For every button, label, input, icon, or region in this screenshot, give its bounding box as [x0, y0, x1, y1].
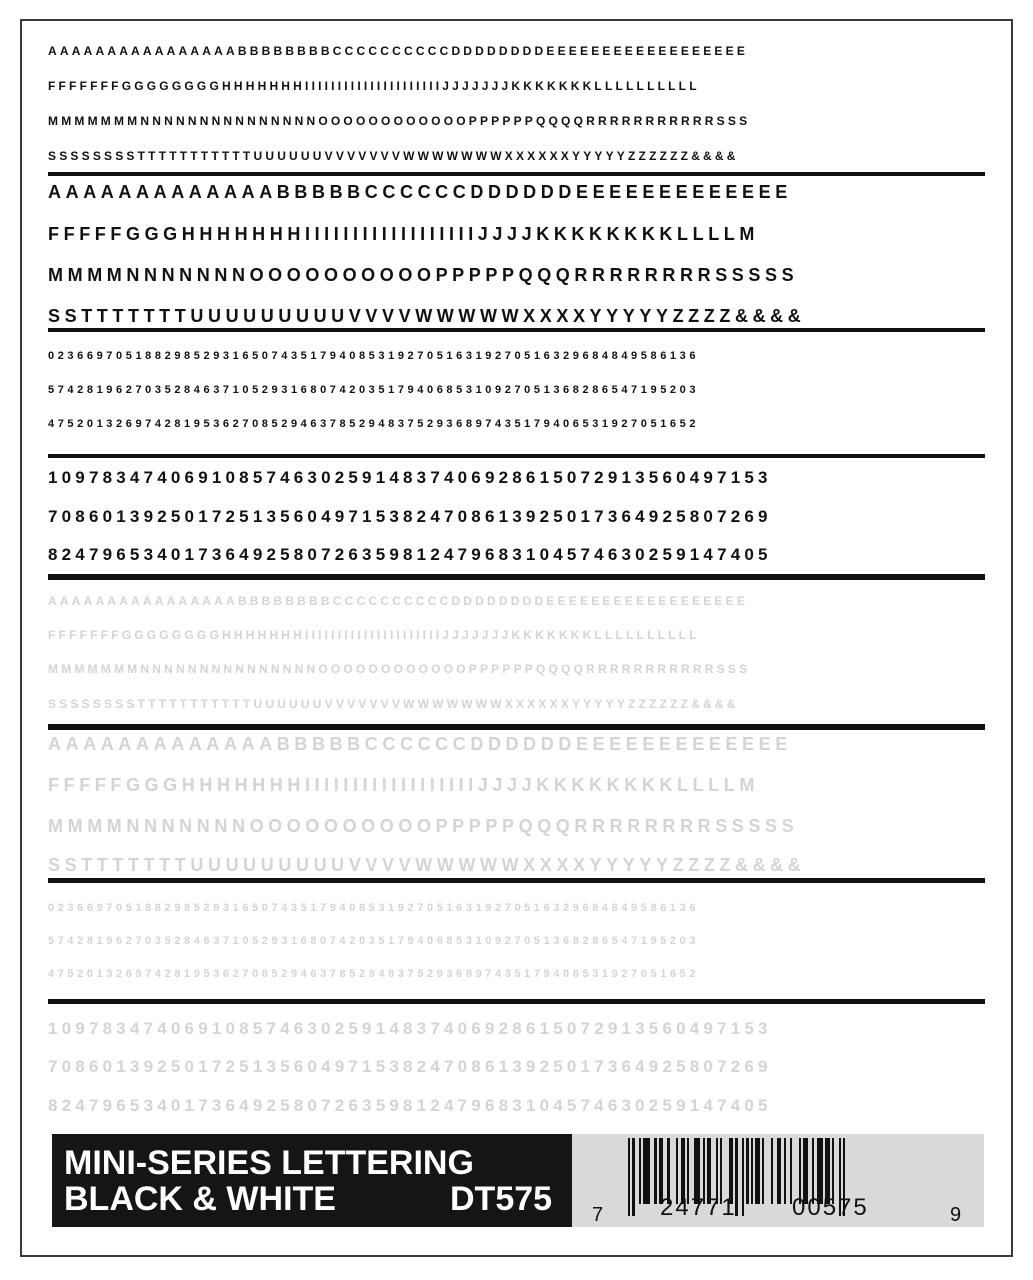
product-code: DT575	[450, 1180, 553, 1218]
divider-rule	[48, 172, 985, 176]
white-small-letters-row-3: MMMMMMMNNNNNNNNNNNNNNNOOOOOOOOOOOOPPPPPPQQQQRRRRRRRRRRRSSS	[48, 662, 751, 676]
white-large-numbers-row-3: 82479653401736492580726359812479683104574630259147405	[48, 1096, 772, 1115]
barcode-digit-right: 9	[950, 1204, 962, 1226]
white-large-letters-row-4: SSTTTTTTTUUUUUUUUUVVVVWWWWWXXXXYYYYYZZZZ&&&&	[48, 855, 806, 875]
black-small-numbers-row-1: 0236697051882985293165074351794085319270516319270516329684849586136	[48, 350, 700, 362]
barcode-digit-left: 7	[592, 1204, 604, 1226]
barcode-group-2: 00575	[792, 1194, 869, 1221]
black-small-numbers-row-2: 5742819627035284637105293168074203517940685310927051368286547195203	[48, 384, 700, 396]
divider-rule	[48, 328, 985, 332]
white-small-letters-row-2: FFFFFFFGGGGGGGGHHHHHHHIIIIIIIIIIIIIIIIIIIIIJJJJJJJKKKKKKKLLLLLLLLLL	[48, 628, 700, 642]
product-title-line-2: BLACK & WHITE	[64, 1180, 336, 1218]
divider-rule	[48, 724, 985, 730]
white-small-numbers-row-2: 5742819627035284637105293168074203517940685310927051368286547195203	[48, 935, 700, 947]
divider-rule	[48, 878, 985, 883]
white-large-letters-row-3: MMMMNNNNNNNOOOOOOOOOOPPPPPQQQRRRRRRRRSSSSS	[48, 816, 799, 836]
black-large-letters-row-1: AAAAAAAAAAAAABBBBBCCCCCCDDDDDDEEEEEEEEEEEEE	[48, 182, 792, 202]
barcode-bar	[764, 1138, 771, 1204]
black-large-numbers-row-3: 82479653401736492580726359812479683104574630259147405	[48, 545, 772, 564]
divider-rule	[48, 999, 985, 1004]
black-small-letters-row-2: FFFFFFFGGGGGGGGHHHHHHHIIIIIIIIIIIIIIIIIIIIIJJJJJJJKKKKKKKLLLLLLLLLL	[48, 79, 700, 93]
black-small-letters-row-4: SSSSSSSSTTTTTTTTTTTUUUUUUVVVVVVVWWWWWWWXXXXXXYYYYYZZZZZZ&&&&	[48, 149, 739, 163]
white-small-letters-row-4: SSSSSSSSTTTTTTTTTTTUUUUUUVVVVVVVWWWWWWWXXXXXXYYYYYZZZZZZ&&&&	[48, 697, 739, 711]
black-large-numbers-row-2: 70860139250172513560497153824708613925017364925807269	[48, 507, 772, 526]
white-large-numbers-row-2: 70860139250172513560497153824708613925017364925807269	[48, 1057, 772, 1076]
black-large-letters-row-3: MMMMNNNNNNNOOOOOOOOOOPPPPPQQQRRRRRRRRSSSSS	[48, 265, 799, 285]
divider-rule	[48, 574, 985, 580]
black-large-numbers-row-1: 10978347406910857463025914837406928615072913560497153	[48, 468, 772, 487]
white-small-numbers-row-1: 0236697051882985293165074351794085319270516319270516329684849586136	[48, 902, 700, 914]
black-small-letters-row-3: MMMMMMMNNNNNNNNNNNNNNNOOOOOOOOOOOOPPPPPPQQQQRRRRRRRRRRRSSS	[48, 114, 751, 128]
product-label	[52, 1134, 572, 1227]
barcode-bar	[643, 1138, 650, 1204]
white-large-letters-row-1: AAAAAAAAAAAAABBBBBCCCCCCDDDDDDEEEEEEEEEEEEE	[48, 734, 792, 754]
barcode	[572, 1134, 984, 1227]
white-large-numbers-row-1: 10978347406910857463025914837406928615072913560497153	[48, 1019, 772, 1038]
white-small-numbers-row-3: 4752013269742819536270852946378529483752936897435179406531927051652	[48, 968, 700, 980]
black-large-letters-row-2: FFFFFGGGHHHHHHHIIIIIIIIIIIIIIIIIIJJJJKKKKKKKKLLLLM	[48, 224, 759, 244]
barcode-group-1: 24771	[660, 1194, 737, 1221]
black-small-numbers-row-3: 4752013269742819536270852946378529483752936897435179406531927051652	[48, 418, 700, 430]
product-title-line-1: MINI-SERIES LETTERING	[64, 1144, 474, 1182]
black-large-letters-row-4: SSTTTTTTTUUUUUUUUUVVVVWWWWWXXXXYYYYYZZZZ&&&&	[48, 306, 806, 326]
black-small-letters-row-1: AAAAAAAAAAAAAAAABBBBBBBBCCCCCCCCCCDDDDDDDDEEEEEEEEEEEEEEEEEE	[48, 44, 749, 58]
divider-rule	[48, 454, 985, 458]
white-small-letters-row-1: AAAAAAAAAAAAAAAABBBBBBBBCCCCCCCCCCDDDDDDDDEEEEEEEEEEEEEEEEEE	[48, 594, 749, 608]
white-large-letters-row-2: FFFFFGGGHHHHHHHIIIIIIIIIIIIIIIIIIJJJJKKKKKKKKLLLLM	[48, 775, 759, 795]
